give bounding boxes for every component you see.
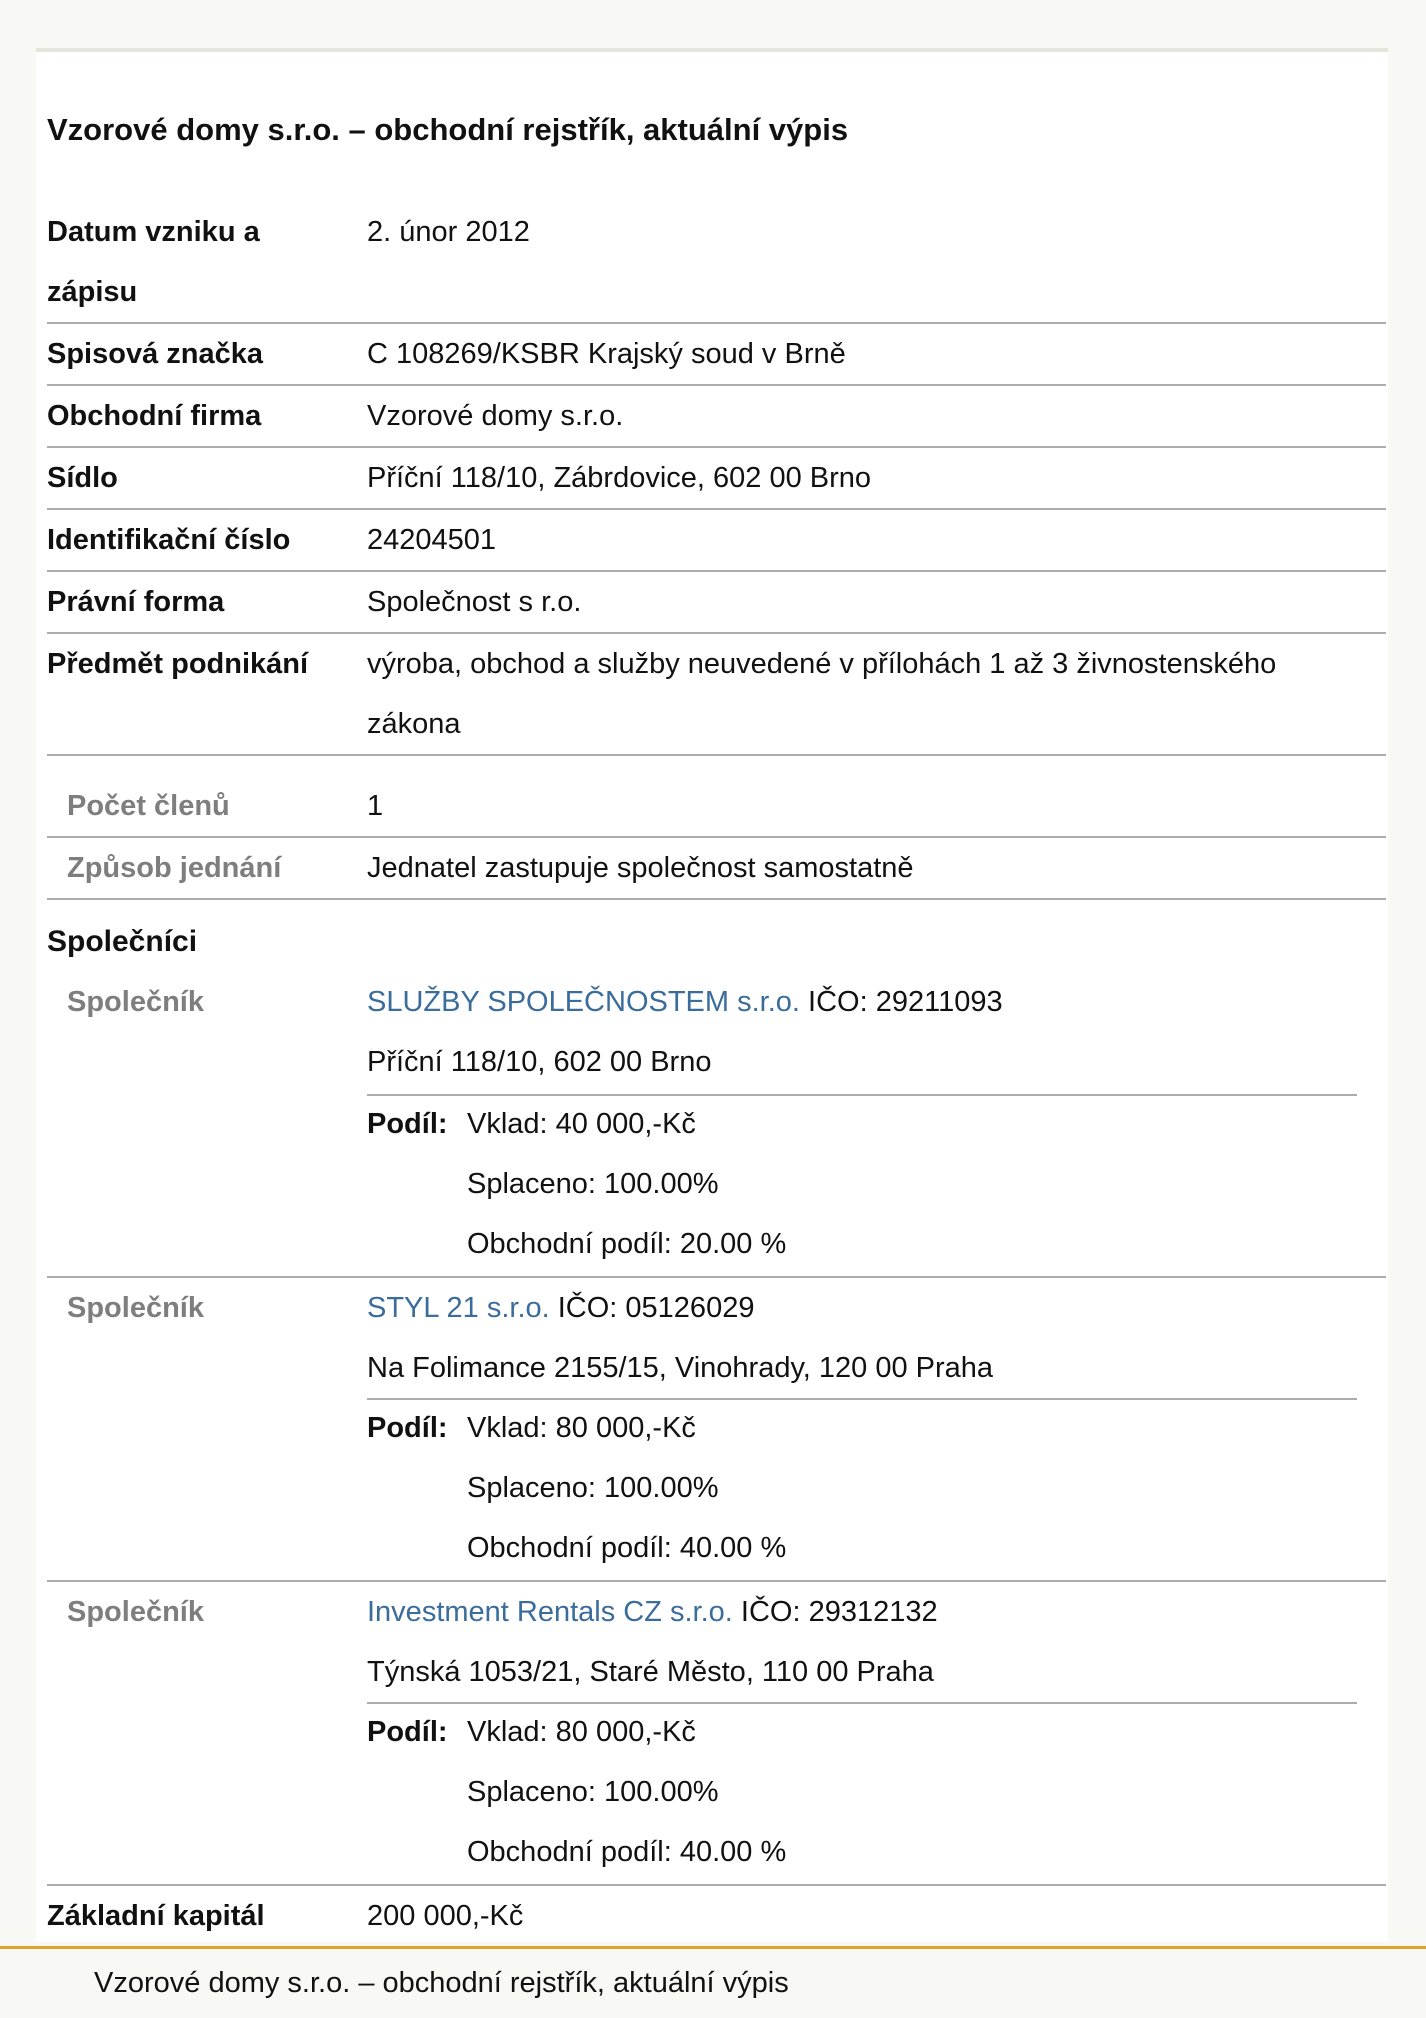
row-value: Společnost s r.o. [367,586,582,618]
share-paid: Splaceno: 100.00% [467,1168,719,1200]
partner-label: Společník [67,1292,204,1324]
partner-ico: IČO: 29211093 [808,986,1003,1018]
share-label: Podíl: [367,1108,448,1140]
row-value: 24204501 [367,524,497,556]
share-ratio: Obchodní podíl: 40.00 % [467,1532,787,1564]
row-value: 200 000,-Kč [367,1900,524,1932]
row-label: Základní kapitál [47,1900,265,1932]
row-value: 1 [367,790,384,822]
register-table [47,202,1386,1948]
share-paid: Splaceno: 100.00% [467,1472,719,1504]
row-acting-method [47,838,1386,900]
row-legal-form [47,572,1386,634]
share-label: Podíl: [367,1412,448,1444]
row-value: Příční 118/10, Zábrdovice, 602 00 Brno [367,462,872,494]
partner-address: Příční 118/10, 602 00 Brno [367,1046,712,1078]
row-label: Obchodní firma [47,400,262,432]
row-value: Jednatel zastupuje společnost samostatně [367,852,914,884]
partner-name-line [367,972,1377,1032]
partner-name-line [367,1278,1377,1338]
partner-name-link[interactable]: Investment Rentals CZ s.r.o. [367,1596,733,1628]
footer-caption: Vzorové domy s.r.o. – obchodní rejstřík, aktuální výpis [94,1967,789,1999]
row-file-number [47,324,1386,386]
partner-ico: IČO: 05126029 [557,1292,755,1324]
row-company-name [47,386,1386,448]
partner-address: Na Folimance 2155/15, Vinohrady, 120 00 Praha [367,1352,994,1384]
partner-row [47,972,1386,1278]
partner-label: Společník [67,986,204,1018]
share-paid: Splaceno: 100.00% [467,1776,719,1808]
row-label: Způsob jednání [67,852,282,884]
share-label: Podíl: [367,1716,448,1748]
partner-row [47,1582,1386,1886]
partner-label: Společník [67,1596,204,1628]
share-ratio: Obchodní podíl: 20.00 % [467,1228,787,1260]
partner-name-line [367,1582,1377,1642]
share-ratio: Obchodní podíl: 40.00 % [467,1836,787,1868]
row-label: Datum vzniku a zápisu [47,216,260,308]
row-id-number [47,510,1386,572]
partner-name-link[interactable]: SLUŽBY SPOLEČNOSTEM s.r.o. [367,986,800,1018]
footer-rule [0,1946,1426,1949]
row-founding-date [47,202,1386,324]
partner-address: Týnská 1053/21, Staré Město, 110 00 Praha [367,1656,934,1688]
row-label: Počet členů [67,790,230,822]
share-deposit: Vklad: 80 000,-Kč [467,1716,696,1748]
document-title: Vzorové domy s.r.o. – obchodní rejstřík, aktuální výpis [47,112,849,147]
row-value: 2. únor 2012 [367,216,530,248]
row-registered-capital [47,1886,1386,1948]
row-label: Předmět podnikání [47,648,309,680]
row-label: Právní forma [47,586,225,618]
row-value: C 108269/KSBR Krajský soud v Brně [367,338,846,370]
partners-heading: Společníci [47,925,198,958]
share-deposit: Vklad: 80 000,-Kč [467,1412,696,1444]
row-seat [47,448,1386,510]
row-label: Sídlo [47,462,118,494]
partner-ico: IČO: 29312132 [740,1596,938,1628]
row-value: výroba, obchod a služby neuvedené v přílohách 1 až 3 živnostenského zákona [367,648,1277,740]
row-label: Identifikační číslo [47,524,291,556]
partner-row [47,1278,1386,1582]
partner-name-link[interactable]: STYL 21 s.r.o. [367,1292,550,1324]
row-business-activity [47,634,1386,756]
share-deposit: Vklad: 40 000,-Kč [467,1108,696,1140]
row-member-count [47,776,1386,838]
register-card [36,48,1388,1942]
row-label: Spisová značka [47,338,263,370]
partners-heading-row [47,912,1386,972]
row-value: Vzorové domy s.r.o. [367,400,624,432]
